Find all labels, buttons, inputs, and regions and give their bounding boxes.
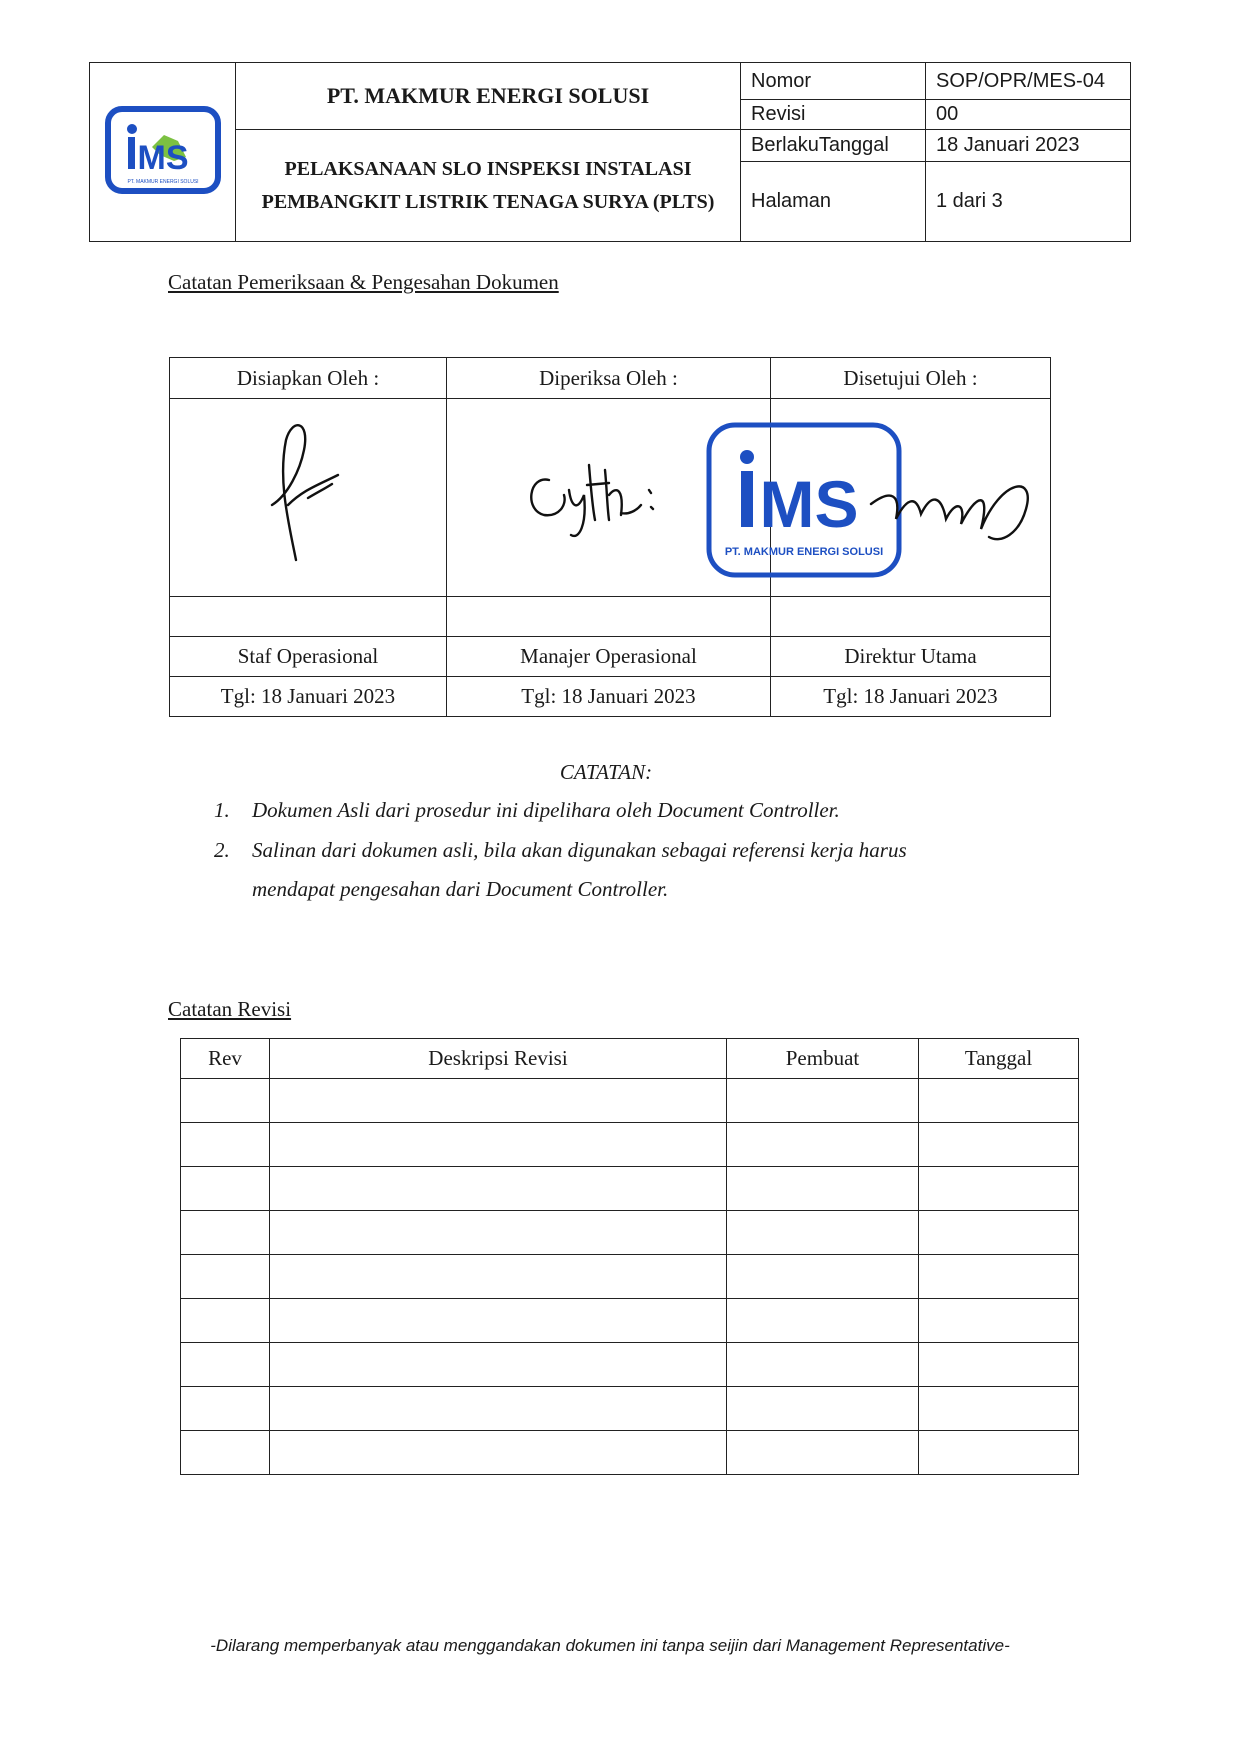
note-number-1: 1. — [214, 798, 230, 822]
svg-text:PT. MAKMUR ENERGI SOLUSI: PT. MAKMUR ENERGI SOLUSI — [126, 178, 199, 185]
meta-label-halaman: Halaman — [741, 161, 926, 241]
meta-value-halaman: 1 dari 3 — [926, 161, 1131, 241]
table-row — [181, 1079, 1079, 1123]
rev-header-description: Deskripsi Revisi — [270, 1039, 727, 1079]
footer-note: -Dilarang memperbanyak atau menggandakan dokumen ini tanpa seijin dari Management Representative- — [210, 1636, 1010, 1655]
note-text-2: Salinan dari dokumen asli, bila akan digunakan sebagai referensi kerja harus — [252, 838, 907, 862]
table-row — [181, 1123, 1079, 1167]
signature-cell-prepared — [170, 399, 447, 597]
meta-label-revisi: Revisi — [741, 100, 926, 130]
company-logo-icon — [104, 105, 222, 195]
svg-text:MS: MS — [137, 138, 188, 177]
table-row — [181, 1431, 1079, 1475]
document-header-table — [89, 62, 1131, 242]
role-manager: Manajer Operasional — [447, 637, 771, 677]
document-title-line2: PEMBANGKIT LISTRIK TENAGA SURYA (PLTS) — [261, 190, 715, 213]
header-checked-by: Diperiksa Oleh : — [447, 358, 771, 399]
note-number-2: 2. — [214, 838, 230, 862]
notes-title: CATATAN: — [559, 760, 653, 784]
rev-header-rev: Rev — [181, 1039, 270, 1079]
document-title — [236, 130, 741, 242]
rev-header-date: Tanggal — [919, 1039, 1079, 1079]
meta-value-revisi: 00 — [926, 100, 1131, 130]
table-row — [181, 1211, 1079, 1255]
rev-header-author: Pembuat — [727, 1039, 919, 1079]
header-approved-by: Disetujui Oleh : — [771, 358, 1051, 399]
date-director: Tgl: 18 Januari 2023 — [771, 677, 1051, 717]
revision-heading: Catatan Revisi — [168, 997, 292, 1021]
table-row — [181, 1255, 1079, 1299]
logo-cell — [90, 63, 236, 242]
meta-value-nomor: SOP/OPR/MES-04 — [926, 63, 1131, 100]
svg-text:MS: MS — [759, 467, 859, 541]
approval-heading: Catatan Pemeriksaan & Pengesahan Dokumen — [168, 270, 559, 294]
signature-director-icon — [861, 449, 1051, 569]
meta-label-nomor: Nomor — [741, 63, 926, 100]
role-staff: Staf Operasional — [170, 637, 447, 677]
header-prepared-by: Disiapkan Oleh : — [170, 358, 447, 399]
date-staff: Tgl: 18 Januari 2023 — [170, 677, 447, 717]
approval-table — [169, 357, 1051, 717]
note-text-2-cont: mendapat pengesahan dari Document Controller. — [252, 877, 669, 901]
date-manager: Tgl: 18 Januari 2023 — [447, 677, 771, 717]
revision-table — [180, 1038, 1079, 1475]
table-row — [181, 1299, 1079, 1343]
meta-label-berlaku-tanggal: BerlakuTanggal — [741, 130, 926, 161]
document-title-line1: PELAKSANAAN SLO INSPEKSI INSTALASI — [284, 157, 692, 180]
role-director: Direktur Utama — [771, 637, 1051, 677]
table-row — [181, 1387, 1079, 1431]
signature-cell-approved — [724, 399, 1051, 597]
table-row — [181, 1343, 1079, 1387]
svg-text:PT. MAKMUR ENERGI SOLUSI: PT. MAKMUR ENERGI SOLUSI — [724, 546, 884, 558]
signature-staff-icon — [248, 410, 368, 580]
company-name: PT. MAKMUR ENERGI SOLUSI — [236, 63, 741, 130]
table-row — [181, 1167, 1079, 1211]
signature-manager-icon — [509, 435, 709, 555]
meta-value-berlaku-tanggal: 18 Januari 2023 — [926, 130, 1131, 161]
note-text-1: Dokumen Asli dari prosedur ini dipelihara oleh Document Controller. — [252, 798, 840, 822]
